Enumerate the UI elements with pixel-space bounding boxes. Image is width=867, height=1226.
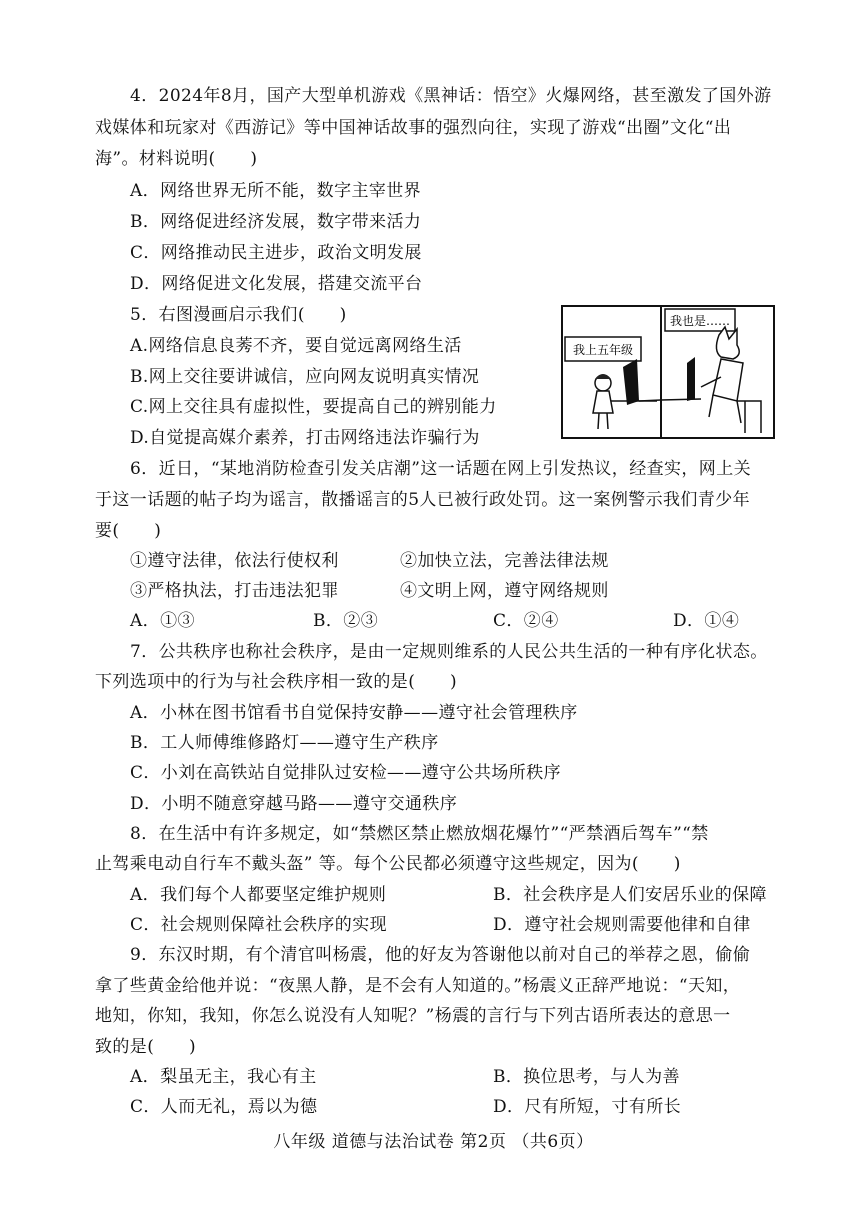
q9-option-a: A．梨虽无主，我心有主 bbox=[130, 1067, 317, 1087]
q4-option-b: B．网络促进经济发展，数字带来活力 bbox=[130, 212, 422, 232]
q9-stem-line1: 9．东汉时期，有个清官叫杨震，他的好友为答谢他以前对自己的举荐之恩，偷偷 bbox=[130, 945, 751, 965]
q7-option-c: C．小刘在高铁站自觉排队过安检——遵守公共场所秩序 bbox=[130, 763, 562, 783]
q8-option-d: D．遵守社会规则需要他律和自律 bbox=[493, 915, 751, 935]
comic-left-bubble-text: 我上五年级 bbox=[572, 343, 634, 357]
q6-option-d: D．①④ bbox=[673, 611, 740, 631]
q9-option-b: B．换位思考，与人为善 bbox=[493, 1067, 680, 1087]
q4-option-a: A．网络世界无所不能，数字主宰世界 bbox=[130, 181, 422, 201]
q6-option-a: A．①③ bbox=[130, 611, 195, 631]
q4-option-d: D．网络促进文化发展，搭建交流平台 bbox=[130, 274, 423, 294]
q6-option-b: B．②③ bbox=[313, 611, 379, 631]
comic-illustration bbox=[561, 305, 775, 439]
q8-stem-line2: 止驾乘电动自行车不戴头盔” 等。每个公民都必须遵守这些规定，因为( ) bbox=[95, 854, 681, 874]
q7-stem-line2: 下列选项中的行为与社会秩序相一致的是( ) bbox=[95, 672, 458, 692]
q8-stem-line1: 8．在生活中有许多规定，如“禁燃区禁止燃放烟花爆竹”“严禁酒后驾车”“禁 bbox=[130, 824, 709, 844]
q4-stem-line1: 4．2024年8月，国产大型单机游戏《黑神话：悟空》火爆网络，甚至激发了国外游 bbox=[130, 86, 772, 106]
q4-stem-line3: 海”。材料说明( ) bbox=[95, 149, 258, 169]
q7-option-d: D．小明不随意穿越马路——遵守交通秩序 bbox=[130, 794, 458, 814]
q4-option-c: C．网络推动民主进步，政治文明发展 bbox=[130, 243, 422, 263]
q5-option-d: D.自觉提高媒介素养，打击网络违法诈骗行为 bbox=[130, 428, 480, 448]
q9-option-c: C．人而无礼，焉以为德 bbox=[130, 1097, 318, 1117]
monitor-icon-right bbox=[687, 357, 695, 401]
q9-stem-line2: 拿了些黄金给他并说：“夜黑人静，是不会有人知道的。”杨震义正辞严地说：“天知， bbox=[95, 976, 741, 996]
q6-option-c: C．②④ bbox=[493, 611, 559, 631]
q9-stem-line3: 地知，你知，我知，你怎么说没有人知呢？”杨震的言行与下列古语所表达的意思一 bbox=[95, 1006, 731, 1026]
q5-option-c: C.网上交往具有虚拟性，要提高自己的辨别能力 bbox=[130, 397, 497, 417]
q6-item-1: ①遵守法律，依法行使权利 bbox=[130, 551, 339, 571]
q4-stem-line2: 戏媒体和玩家对《西游记》等中国神话故事的强烈向往，实现了游戏“出圈”文化“出 bbox=[95, 118, 732, 138]
q7-option-b: B．工人师傅维修路灯——遵守生产秩序 bbox=[130, 733, 439, 753]
q5-stem: 5．右图漫画启示我们( ) bbox=[130, 305, 347, 325]
q5-option-a: A.网络信息良莠不齐，要自觉远离网络生活 bbox=[130, 336, 462, 356]
q6-item-2: ②加快立法，完善法律法规 bbox=[400, 551, 609, 571]
comic-right-bubble-text: 我也是…… bbox=[669, 314, 731, 328]
q7-stem-line1: 7．公共秩序也称社会秩序，是由一定规则维系的人民公共生活的一种有序化状态。 bbox=[130, 642, 768, 662]
q8-option-c: C．社会规则保障社会秩序的实现 bbox=[130, 915, 388, 935]
q8-option-a: A．我们每个人都要坚定维护规则 bbox=[130, 885, 387, 905]
page-footer: 八年级 道德与法治试卷 第2页 （共6页） bbox=[273, 1132, 594, 1152]
q9-stem-line4: 致的是( ) bbox=[95, 1037, 197, 1057]
q8-option-b: B．社会秩序是人们安居乐业的保障 bbox=[493, 885, 767, 905]
q6-item-4: ④文明上网，遵守网络规则 bbox=[400, 581, 609, 601]
q5-option-b: B.网上交往要讲诚信，应向网友说明真实情况 bbox=[130, 367, 480, 387]
q9-option-d: D．尺有所短，寸有所长 bbox=[493, 1097, 682, 1117]
q6-stem-line2: 于这一话题的帖子均为谣言，散播谣言的5人已被行政处罚。这一案例警示我们青少年 bbox=[95, 490, 751, 510]
q6-stem-line1: 6．近日，“某地消防检查引发关店潮”这一话题在网上引发热议，经查实，网上关 bbox=[130, 459, 751, 479]
q6-stem-line3: 要( ) bbox=[95, 521, 162, 541]
q6-item-3: ③严格执法，打击违法犯罪 bbox=[130, 581, 339, 601]
q7-option-a: A．小林在图书馆看书自觉保持安静——遵守社会管理秩序 bbox=[130, 703, 578, 723]
